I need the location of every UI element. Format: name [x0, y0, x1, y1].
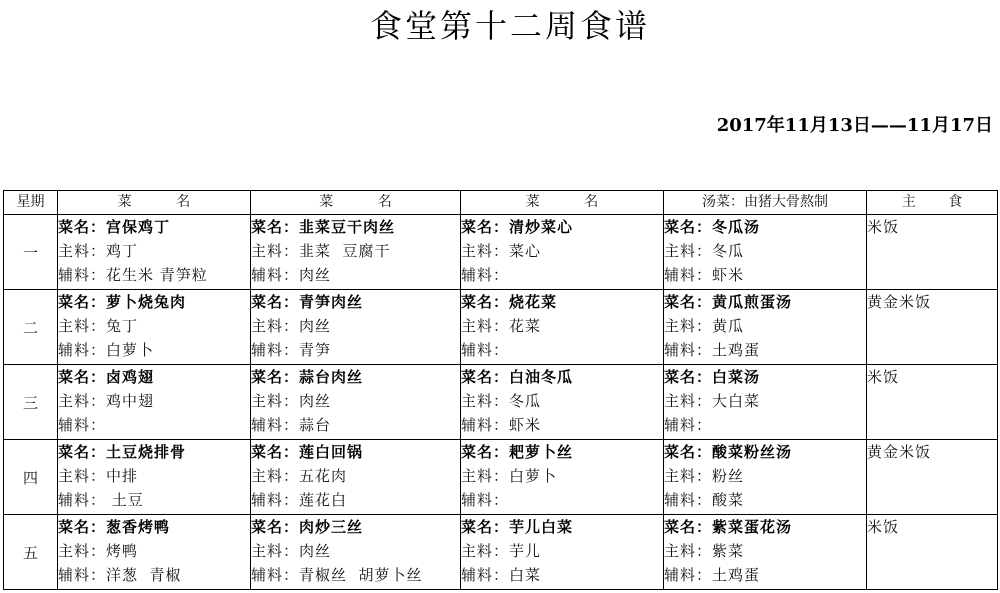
- dish-name: 菜名：肉炒三丝: [251, 518, 364, 536]
- menu-table: [3, 190, 998, 590]
- dish-cell: [58, 515, 251, 590]
- dish-name: 菜名：宫保鸡丁: [58, 218, 171, 236]
- header-dish-2: 菜 名: [251, 191, 461, 215]
- main-ingredient: 主料：菜心: [461, 242, 542, 260]
- dish-name: 菜名：青笋肉丝: [251, 293, 364, 311]
- main-ingredient: 主料：兔丁: [58, 317, 139, 335]
- table-row: [4, 515, 998, 590]
- dish-name: 菜名：黄瓜煎蛋汤: [664, 293, 793, 311]
- aux-ingredient: 辅料：土鸡蛋: [664, 566, 761, 584]
- weekday-cell: 三: [4, 365, 58, 440]
- dish-name: 菜名：莲白回锅: [251, 443, 364, 461]
- dish-cell: [461, 290, 664, 365]
- header-row: [4, 191, 998, 215]
- weekday-cell: 五: [4, 515, 58, 590]
- aux-ingredient: 辅料：虾米: [664, 266, 745, 284]
- header-dish-3: 菜 名: [461, 191, 664, 215]
- dish-name: 菜名：卤鸡翅: [58, 368, 155, 386]
- aux-ingredient: 辅料：蒜台: [251, 416, 332, 434]
- aux-ingredient: 辅料：肉丝: [251, 266, 332, 284]
- dish-cell: [461, 365, 664, 440]
- main-ingredient: 主料：黄瓜: [664, 317, 745, 335]
- dish-cell: [251, 290, 461, 365]
- dish-cell: [251, 365, 461, 440]
- main-ingredient: 主料：白萝卜: [461, 467, 558, 485]
- main-ingredient: 主料：鸡中翅: [58, 392, 155, 410]
- dish-cell: [251, 440, 461, 515]
- date-range: 2017年11月13日——11月17日: [716, 115, 993, 136]
- dish-name: 菜名：清炒菜心: [461, 218, 574, 236]
- weekday-cell: 一: [4, 215, 58, 290]
- main-ingredient: 主料：肉丝: [251, 542, 332, 560]
- main-ingredient: 主料：芋儿: [461, 542, 542, 560]
- dish-cell: [461, 440, 664, 515]
- main-ingredient: 主料：肉丝: [251, 392, 332, 410]
- soup-cell: [664, 290, 867, 365]
- staple-cell: 米饭: [867, 215, 998, 290]
- dish-name: 菜名：芋儿白菜: [461, 518, 574, 536]
- aux-ingredient: 辅料：: [664, 416, 713, 434]
- main-ingredient: 主料：紫菜: [664, 542, 745, 560]
- aux-ingredient: 辅料：: [58, 416, 107, 434]
- main-ingredient: 主料：烤鸭: [58, 542, 139, 560]
- aux-ingredient: 辅料：虾米: [461, 416, 542, 434]
- dish-cell: [58, 290, 251, 365]
- aux-ingredient: 辅料：莲花白: [251, 491, 348, 509]
- table-row: [4, 440, 998, 515]
- dish-cell: [58, 215, 251, 290]
- table-row: [4, 215, 998, 290]
- aux-ingredient: 辅料：青笋: [251, 341, 332, 359]
- aux-ingredient: 辅料：白萝卜: [58, 341, 155, 359]
- staple-cell: 黄金米饭: [867, 290, 998, 365]
- dish-name: 菜名：蒜台肉丝: [251, 368, 364, 386]
- main-ingredient: 主料：韭菜 豆腐干: [251, 242, 391, 260]
- header-staple: 主 食: [867, 191, 998, 215]
- soup-cell: [664, 215, 867, 290]
- main-ingredient: 主料：大白菜: [664, 392, 761, 410]
- dish-cell: [58, 440, 251, 515]
- table-row: [4, 290, 998, 365]
- main-ingredient: 主料：粉丝: [664, 467, 745, 485]
- header-dish-1: 菜 名: [58, 191, 251, 215]
- dish-name: 菜名：葱香烤鸭: [58, 518, 171, 536]
- header-soup: 汤菜：由猪大骨熬制: [664, 191, 867, 215]
- main-ingredient: 主料：五花肉: [251, 467, 348, 485]
- main-ingredient: 主料：冬瓜: [664, 242, 745, 260]
- main-ingredient: 主料：花菜: [461, 317, 542, 335]
- dish-name: 菜名：烧花菜: [461, 293, 558, 311]
- aux-ingredient: 辅料： 土豆: [58, 491, 144, 509]
- dish-name: 菜名：土豆烧排骨: [58, 443, 187, 461]
- table-row: [4, 365, 998, 440]
- aux-ingredient: 辅料：土鸡蛋: [664, 341, 761, 359]
- aux-ingredient: 辅料：: [461, 266, 510, 284]
- main-ingredient: 主料：冬瓜: [461, 392, 542, 410]
- dish-name: 菜名：冬瓜汤: [664, 218, 761, 236]
- header-weekday: 星期: [4, 191, 58, 215]
- aux-ingredient: 辅料：白菜: [461, 566, 542, 584]
- dish-name: 菜名：萝卜烧兔肉: [58, 293, 187, 311]
- page-title: 食堂第十二周食谱: [369, 7, 650, 45]
- dish-name: 菜名：耙萝卜丝: [461, 443, 574, 461]
- dish-cell: [461, 215, 664, 290]
- dish-name: 菜名：酸菜粉丝汤: [664, 443, 793, 461]
- soup-cell: [664, 440, 867, 515]
- main-ingredient: 主料：中排: [58, 467, 139, 485]
- dish-name: 菜名：韭菜豆干肉丝: [251, 218, 396, 236]
- aux-ingredient: 辅料：洋葱 青椒: [58, 566, 182, 584]
- dish-name: 菜名：紫菜蛋花汤: [664, 518, 793, 536]
- staple-cell: 米饭: [867, 515, 998, 590]
- weekday-cell: 二: [4, 290, 58, 365]
- soup-cell: [664, 515, 867, 590]
- dish-cell: [251, 515, 461, 590]
- dish-cell: [251, 215, 461, 290]
- dish-name: 菜名：白油冬瓜: [461, 368, 574, 386]
- dish-name: 菜名：白菜汤: [664, 368, 761, 386]
- staple-cell: 米饭: [867, 365, 998, 440]
- staple-cell: 黄金米饭: [867, 440, 998, 515]
- soup-cell: [664, 365, 867, 440]
- aux-ingredient: 辅料：花生米 青笋粒: [58, 266, 208, 284]
- aux-ingredient: 辅料：: [461, 341, 510, 359]
- dish-cell: [461, 515, 664, 590]
- aux-ingredient: 辅料：酸菜: [664, 491, 745, 509]
- aux-ingredient: 辅料：: [461, 491, 510, 509]
- dish-cell: [58, 365, 251, 440]
- aux-ingredient: 辅料：青椒丝 胡萝卜丝: [251, 566, 423, 584]
- weekday-cell: 四: [4, 440, 58, 515]
- main-ingredient: 主料：鸡丁: [58, 242, 139, 260]
- main-ingredient: 主料：肉丝: [251, 317, 332, 335]
